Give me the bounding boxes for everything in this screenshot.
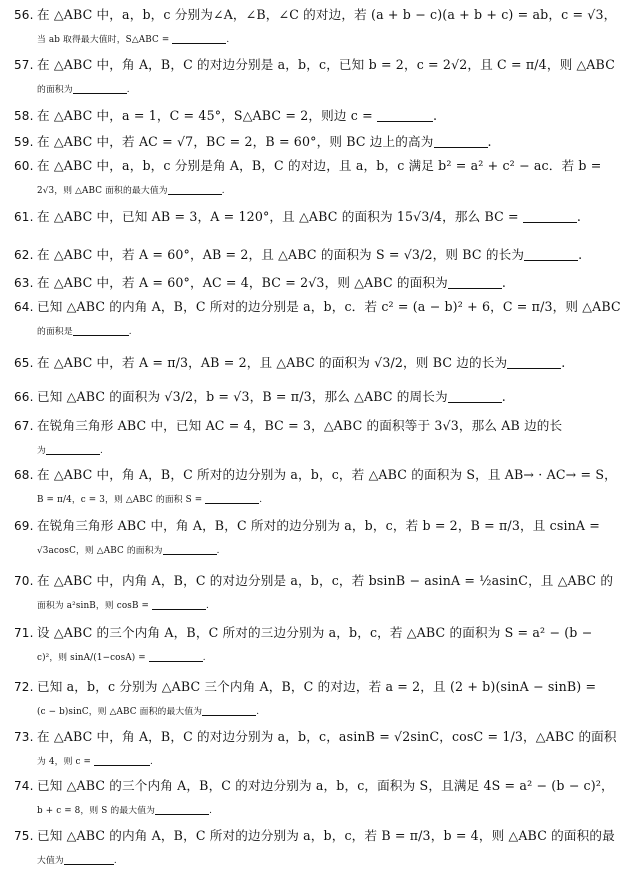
problem-text: 在 △ABC 中，角 A，B，C 的对边分别是 a，b，c，已知 b = 2，c = 2√2，且 C = π/4，则 △ABC bbox=[37, 57, 615, 72]
problem-number: 57. bbox=[14, 58, 34, 72]
problem-text: √3acosC，则 △ABC 的面积为 bbox=[37, 546, 163, 556]
problem-66 bbox=[14, 384, 632, 410]
problem-number: 67. bbox=[14, 419, 34, 433]
period: . bbox=[256, 707, 260, 717]
problem-75 bbox=[14, 823, 632, 874]
problem-text: 在 △ABC 中，若 A = 60°，AC = 4，BC = 2√3，则 △ABC 的面积为 bbox=[37, 275, 448, 290]
answer-blank[interactable] bbox=[172, 29, 226, 44]
period: . bbox=[149, 757, 153, 767]
period: . bbox=[216, 546, 220, 556]
answer-blank[interactable] bbox=[149, 647, 203, 662]
period: . bbox=[259, 495, 263, 505]
problem-number: 62. bbox=[14, 248, 34, 262]
problem-74 bbox=[14, 773, 632, 824]
problem-text: 已知 △ABC 的内角 A，B，C 所对的边分别是 a，b，c．若 c² = (a − b)² + 6，C = π/3，则 △ABC bbox=[37, 299, 621, 314]
problem-text: c)²，则 sinA/(1−cosA) = bbox=[37, 653, 149, 663]
problem-text: b + c = 8，则 S 的最大值为 bbox=[37, 806, 156, 816]
answer-blank[interactable] bbox=[202, 701, 256, 716]
period: . bbox=[113, 856, 117, 866]
problem-text: 已知 △ABC 的内角 A，B，C 所对的边分别为 a，b，c，若 B = π/3，b = 4，则 △ABC 的面积的最 bbox=[37, 828, 615, 843]
problem-56 bbox=[14, 2, 632, 53]
problem-text: B = π/4，c = 3，则 △ABC 的面积 S = bbox=[37, 495, 206, 505]
answer-blank[interactable] bbox=[448, 274, 502, 289]
problem-number: 68. bbox=[14, 468, 34, 482]
problem-62 bbox=[14, 242, 632, 268]
period: . bbox=[202, 653, 206, 663]
period: . bbox=[578, 247, 583, 262]
problem-text: 在 △ABC 中，内角 A，B，C 的对边分别是 a，b，c，若 bsinB − asinA = ½asinC，且 △ABC 的 bbox=[37, 573, 614, 588]
problem-65 bbox=[14, 350, 632, 376]
period: . bbox=[128, 327, 132, 337]
problem-text: 在 △ABC 中，已知 AB = 3，A = 120°，且 △ABC 的面积为 15√3/4，那么 BC = bbox=[37, 209, 523, 224]
problem-text: 在 △ABC 中，a，b，c 分别为∠A，∠B，∠C 的对边，若 (a + b − c)(a + b + c) = ab，c = √3， bbox=[37, 7, 617, 22]
period: . bbox=[209, 806, 213, 816]
problem-58 bbox=[14, 103, 632, 129]
answer-blank[interactable] bbox=[434, 133, 488, 148]
answer-blank[interactable] bbox=[163, 540, 217, 555]
problem-text: 为 bbox=[37, 446, 46, 456]
problem-number: 59. bbox=[14, 135, 34, 149]
problem-text: (c − b)sinC，则 △ABC 面积的最大值为 bbox=[37, 707, 203, 717]
problem-number: 71. bbox=[14, 626, 34, 640]
problem-number: 56. bbox=[14, 8, 34, 22]
answer-blank[interactable] bbox=[448, 388, 502, 403]
period: . bbox=[501, 389, 506, 404]
problem-70 bbox=[14, 568, 632, 619]
answer-blank[interactable] bbox=[73, 79, 127, 94]
problem-64 bbox=[14, 294, 632, 345]
answer-blank[interactable] bbox=[523, 208, 577, 223]
problem-number: 75. bbox=[14, 829, 34, 843]
problem-number: 74. bbox=[14, 779, 34, 793]
problem-number: 61. bbox=[14, 210, 34, 224]
problem-text: 已知 △ABC 的三个内角 A，B，C 的对边分别为 a，b，c，面积为 S，且满足 4S = a² − (b − c)²， bbox=[37, 778, 614, 793]
problem-text: 2√3，则 △ABC 面积的最大值为 bbox=[37, 186, 168, 196]
period: . bbox=[205, 601, 209, 611]
problem-text: 在锐角三角形 ABC 中，已知 AC = 4，BC = 3，△ABC 的面积等于 3√3，那么 AB 边的长 bbox=[37, 418, 563, 433]
problem-59 bbox=[14, 129, 632, 155]
answer-blank[interactable] bbox=[94, 751, 150, 766]
answer-blank[interactable] bbox=[46, 440, 100, 455]
problem-number: 64. bbox=[14, 300, 34, 314]
problem-text: 面积为 a²sinB，则 cosB = bbox=[37, 601, 152, 611]
problem-text: 在 △ABC 中，若 AC = √7，BC = 2，B = 60°，则 BC 边上的高为 bbox=[37, 134, 434, 149]
answer-blank[interactable] bbox=[64, 850, 114, 865]
problem-60 bbox=[14, 153, 632, 204]
problem-61 bbox=[14, 204, 632, 230]
problem-number: 69. bbox=[14, 519, 34, 533]
problem-69 bbox=[14, 513, 632, 564]
problem-63 bbox=[14, 270, 632, 296]
problem-number: 73. bbox=[14, 730, 34, 744]
problem-text: 在锐角三角形 ABC 中，角 A，B，C 所对的边分别为 a，b，c，若 b = 2，B = π/3，且 csinA = bbox=[37, 518, 600, 533]
answer-blank[interactable] bbox=[507, 354, 561, 369]
problem-text: 在 △ABC 中，a = 1，C = 45°，S△ABC = 2，则边 c = bbox=[37, 108, 377, 123]
problem-71 bbox=[14, 620, 632, 671]
problem-text: 在 △ABC 中，a，b，c 分别是角 A，B，C 的对边，且 a，b，c 满足 b² = a² + c² − ac．若 b = bbox=[37, 158, 602, 173]
answer-blank[interactable] bbox=[168, 180, 222, 195]
period: . bbox=[501, 275, 507, 290]
period: . bbox=[221, 186, 225, 196]
problem-text: 为 4，则 c = bbox=[37, 757, 94, 767]
problem-number: 70. bbox=[14, 574, 34, 588]
problem-number: 63. bbox=[14, 276, 34, 290]
problem-text: 大值为 bbox=[37, 856, 64, 866]
problem-text: 已知 △ABC 的面积为 √3/2，b = √3，B = π/3，那么 △ABC 的周长为 bbox=[37, 389, 448, 404]
period: . bbox=[432, 108, 438, 123]
period: . bbox=[576, 209, 582, 224]
problem-73 bbox=[14, 724, 632, 775]
problem-text: 在 △ABC 中，角 A，B，C 所对的边分别为 a，b，c，若 △ABC 的面积为 S，且 AB→ · AC→ = S， bbox=[37, 467, 617, 482]
problem-number: 60. bbox=[14, 159, 34, 173]
problem-text: 已知 a，b，c 分别为 △ABC 三个内角 A，B，C 的对边，若 a = 2，且 (2 + b)(sinA − sinB) = bbox=[37, 679, 597, 694]
period: . bbox=[99, 446, 103, 456]
problem-number: 66. bbox=[14, 390, 34, 404]
problem-68 bbox=[14, 462, 632, 513]
problem-67 bbox=[14, 413, 632, 464]
period: . bbox=[126, 85, 130, 95]
problem-text: 在 △ABC 中，角 A，B，C 的对边分别为 a，b，c，asinB = √2sinC，cosC = 1/3，△ABC 的面积 bbox=[37, 729, 617, 744]
answer-blank[interactable] bbox=[152, 595, 206, 610]
problem-number: 65. bbox=[14, 356, 34, 370]
answer-blank[interactable] bbox=[73, 321, 129, 336]
problem-72 bbox=[14, 674, 632, 725]
problem-text: 当 ab 取得最大值时，S△ABC = bbox=[37, 35, 173, 45]
problem-text: 设 △ABC 的三个内角 A，B，C 所对的三边分别为 a，b，c，若 △ABC 的面积为 S = a² − (b − bbox=[37, 625, 593, 640]
answer-blank[interactable] bbox=[524, 246, 578, 261]
problem-57 bbox=[14, 52, 632, 103]
problem-text: 的面积是 bbox=[37, 327, 73, 337]
answer-blank[interactable] bbox=[377, 107, 433, 122]
problem-number: 58. bbox=[14, 109, 34, 123]
problem-number: 72. bbox=[14, 680, 34, 694]
period: . bbox=[487, 134, 492, 149]
answer-blank[interactable] bbox=[155, 800, 209, 815]
period: . bbox=[226, 35, 230, 45]
problem-text: 在 △ABC 中，若 A = π/3，AB = 2，且 △ABC 的面积为 √3/2，则 BC 边的长为 bbox=[37, 355, 508, 370]
answer-blank[interactable] bbox=[205, 489, 259, 504]
problem-text: 的面积为 bbox=[37, 85, 73, 95]
period: . bbox=[561, 355, 566, 370]
problem-text: 在 △ABC 中，若 A = 60°，AB = 2，且 △ABC 的面积为 S = √3/2，则 BC 的长为 bbox=[37, 247, 525, 262]
